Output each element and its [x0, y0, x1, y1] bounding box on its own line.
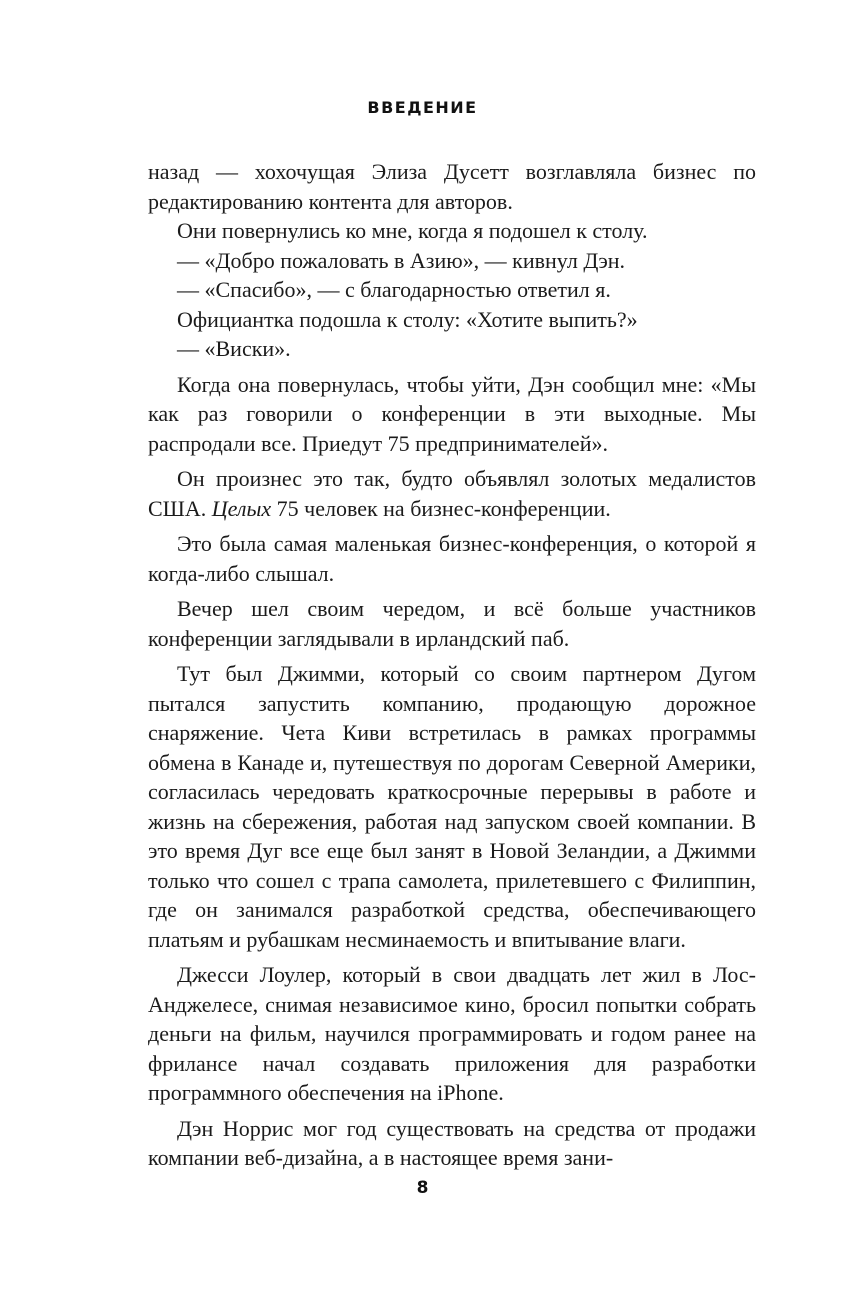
paragraph: — «Спасибо», — с благодарностью ответил я. — [177, 277, 611, 302]
page-number: 8 — [416, 1178, 429, 1198]
paragraph: — «Виски». — [177, 336, 291, 361]
paragraph: Официантка подошла к столу: «Хотите выпить?» — [177, 306, 638, 332]
paragraph: Они повернулись ко мне, когда я подошел к столу. — [177, 218, 648, 243]
running-header: ВВЕДЕНИЕ — [367, 98, 478, 117]
paragraph: Это была самая маленькая бизнес-конференция, о которой я когда-либо слышал. — [148, 531, 756, 586]
paragraph: Когда она повернулась, чтобы уйти, Дэн сообщил мне: «Мы как раз говорили о конференции в эти выходные. Мы распродали все. Приедут 75 предпринимателей». — [148, 371, 756, 456]
paragraph: Тут был Джимми, который со своим партнером Дугом пытался запустить компанию, продающую дорожное снаряжение. Чета Киви встретилась в рамках программы обмена в Канаде и, путешествуя по дорогам Северной Америки, согласилась чередовать краткосрочные перерывы в работе и жизнь на сбережения, работая над запуском своей компании. В это время Дуг все еще был занят в Новой Зеландии, а Джимми только что сошел с трапа самолета, прилетевшего с Филиппин, где он занимался разработкой средства, обеспечивающего платьям и рубашкам несминаемость и впитывание влаги. — [148, 661, 756, 952]
paragraph: назад — хохочущая Элиза Дусетт возглавляла бизнес по редактированию контента для авторов. — [148, 159, 756, 214]
emphasis-text: Целых — [211, 495, 272, 521]
paragraph: Дэн Норрис мог год существовать на средства от продажи компании веб-дизайна, а в настоящее время зани- — [148, 1115, 756, 1170]
paragraph-text: Он произнес это так, будто объявлял золотых медалистов США. — [148, 466, 756, 521]
paragraph — [148, 464, 756, 523]
paragraph-text: 75 человек на бизнес-конференции. — [271, 495, 611, 521]
body-text — [148, 157, 756, 1173]
paragraph: — «Добро пожаловать в Азию», — кивнул Дэн. — [177, 247, 626, 273]
paragraph: Вечер шел своим чередом, и всё больше участников конференции заглядывали в ирландский паб. — [148, 596, 756, 651]
paragraph: Джесси Лоулер, который в свои двадцать лет жил в Лос-Анджелесе, снимая независимое кино, бросил попытки собрать деньги на фильм, научился программировать и годом ранее на фрилансе начал создавать приложения для разработки программного обеспечения на iPhone. — [148, 962, 756, 1105]
